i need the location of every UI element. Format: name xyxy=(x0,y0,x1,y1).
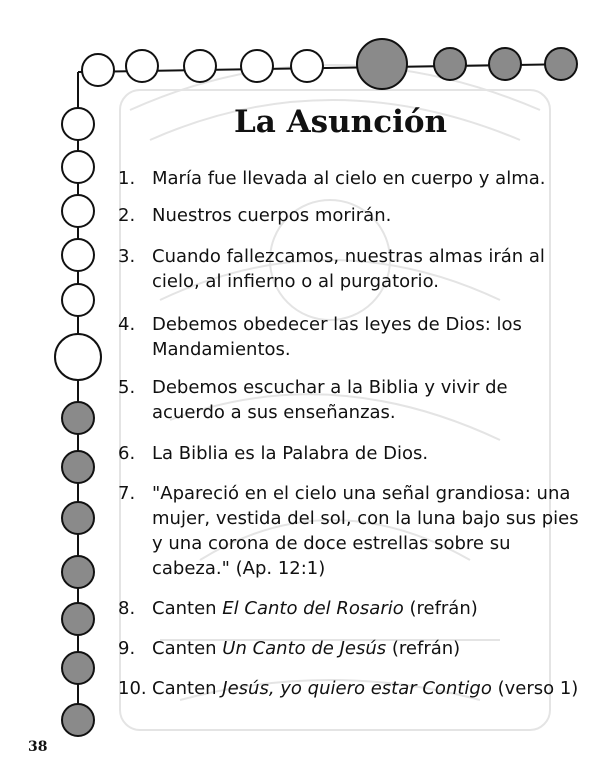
rosary-bead-filled xyxy=(62,451,94,483)
song-title: Jesús, yo quiero estar Contigo xyxy=(222,678,492,699)
item-number: 3. xyxy=(118,246,136,267)
item-number: 4. xyxy=(118,314,136,335)
item-number: 5. xyxy=(118,377,136,398)
rosary-bead-filled xyxy=(357,39,407,89)
item-text: Debemos escuchar a la Biblia y vivir de acuerdo a sus enseñanzas. xyxy=(152,377,508,423)
item-suffix: (verso 1) xyxy=(491,678,579,699)
item-prefix: Canten xyxy=(152,678,223,699)
item-suffix: (refrán) xyxy=(386,638,461,659)
item-text: "Apareció en el cielo una señal grandiosa: una mujer, vestida del sol, con la luna bajo sus pies y una corona de doce estrellas sobre su cabeza." (Ap. 12:1) xyxy=(152,483,579,579)
page-title: La Asunción xyxy=(233,104,448,140)
rosary-bead-filled xyxy=(62,502,94,534)
item-number: 7. xyxy=(118,483,136,504)
page-number: 38 xyxy=(28,739,48,755)
rosary-bead-open xyxy=(82,54,114,86)
rosary-bead-open xyxy=(62,195,94,227)
rosary-bead-filled xyxy=(62,704,94,736)
item-text xyxy=(152,676,582,701)
item-number: 9. xyxy=(118,638,136,659)
item-prefix: Canten xyxy=(152,598,223,619)
item-text: María fue llevada al cielo en cuerpo y alma. xyxy=(152,168,546,189)
rosary-bead-open xyxy=(62,239,94,271)
item-text xyxy=(152,596,582,621)
item-text: Debemos obedecer las leyes de Dios: los Mandamientos. xyxy=(152,314,522,360)
rosary-bead-open xyxy=(62,284,94,316)
item-number: 10. xyxy=(118,678,147,699)
item-number: 1. xyxy=(118,168,136,189)
rosary-bead-filled xyxy=(62,603,94,635)
rosary-bead-open xyxy=(241,50,273,82)
rosary-bead-open xyxy=(184,50,216,82)
rosary-bead-filled xyxy=(62,652,94,684)
item-text: Cuando fallezcamos, nuestras almas irán al cielo, al infierno o al purgatorio. xyxy=(152,246,545,292)
rosary-bead-open xyxy=(126,50,158,82)
item-text: La Biblia es la Palabra de Dios. xyxy=(152,443,429,464)
item-prefix: Canten xyxy=(152,638,223,659)
item-text xyxy=(152,636,582,661)
rosary-bead-open xyxy=(55,334,101,380)
rosary-bead-open xyxy=(62,151,94,183)
item-number: 8. xyxy=(118,598,136,619)
rosary-bead-filled xyxy=(62,402,94,434)
rosary-bead-open xyxy=(291,50,323,82)
rosary-bead-filled xyxy=(62,556,94,588)
song-title: El Canto del Rosario xyxy=(222,598,404,619)
rosary-bead-filled xyxy=(434,48,466,80)
rosary-bead-filled xyxy=(489,48,521,80)
item-text: Nuestros cuerpos morirán. xyxy=(152,205,392,226)
song-title: Un Canto de Jesús xyxy=(222,638,387,659)
item-suffix: (refrán) xyxy=(403,598,478,619)
item-number: 6. xyxy=(118,443,136,464)
rosary-bead-filled xyxy=(545,48,577,80)
item-number: 2. xyxy=(118,205,136,226)
